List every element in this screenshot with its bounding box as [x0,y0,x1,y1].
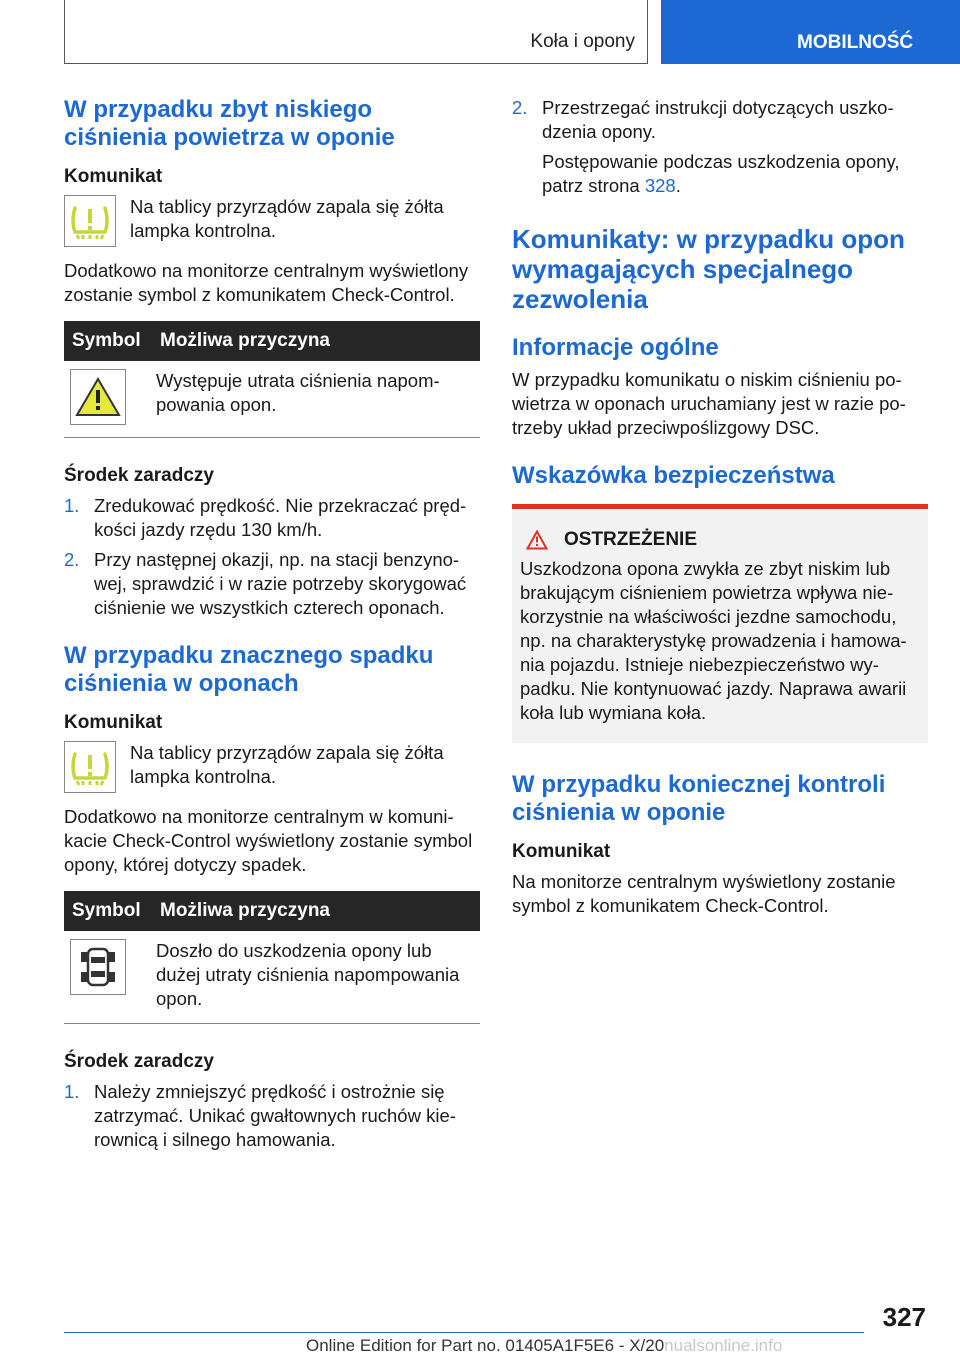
komunikat-heading: Komunikat [64,712,163,733]
step-text: Przy następnej okazji, np. na stacji benzynowej, sprawdzić i w razie potrzeby skorygować ciśnienie we wszystkich czterech oponach. [94,549,467,618]
chapter-label: MOBILNOŚĆ [797,32,914,53]
step-extra-suffix: . [675,175,681,196]
remedy-steps [64,1080,480,1152]
step-text: Zredukować prędkość. Nie przekraczać prędkości jazdy rzędu 130 km/h. [94,495,467,540]
step-number: 1. [64,495,80,516]
control-title: W przypadku koniecznej kontroli ciśnienia w oponie [512,771,886,826]
step-text: Należy zmniejszyć prędkość i ostrożnie się zatrzymać. Unikać gwałtownych ruchów kierownicą i silnego hamowania. [94,1081,456,1150]
step-extra-text [512,150,928,198]
general-info-title: Informacje ogólne [512,334,719,361]
right-column [512,96,928,918]
message-block [64,741,480,793]
table-row [64,931,480,1024]
remedy-heading: Środek zaradczy [64,1051,214,1072]
step-number: 2. [512,97,528,118]
step-number: 2. [64,549,80,570]
list-item [64,1080,480,1152]
remedy-steps-continued [512,96,928,144]
lamp-text: Na tablicy przyrządów zapala się żółta lampka kontrolna. [130,196,444,241]
control-text: Na monitorze centralnym wyświetlony zostanie symbol z komunikatem Check-Control. [512,871,896,916]
section-title: Koła i opony [530,31,635,52]
edition-text: Online Edition for Part no. 01405A1F5E6 - X/20 [306,1336,665,1355]
general-info-text: W przypadku komunikatu o niskim ciśnieniu powietrza w oponach uruchamiany jest w razie potrzeby układ przeciwpoślizgowy DSC. [512,369,906,438]
list-item [64,494,480,542]
section-title-major-drop: W przypadku znacznego spadku ciśnienia w oponach [64,642,434,697]
warning-box [512,504,928,743]
step-text: Przestrzegać instrukcji dotyczących uszkodzenia opony. [542,97,894,142]
warning-text: Uszkodzona opona zwykła ze zbyt niskim lub brakującym ciśnieniem powietrza wpływa niekorzystnie na właściwości jezdne samochodu, np. na charakterystykę prowadzenia i hamowania pojazdu. Istnieje niebezpieczeństwo wypadku. Nie kontynuować jazdy. Naprawa awarii koła lub wymiana koła. [520,558,907,723]
left-column [64,96,480,1152]
table-header-cause: Możliwa przyczyna [156,891,480,931]
warning-triangle-icon [70,369,126,425]
header-section-box [64,0,648,64]
tire-pressure-warning-icon [64,195,116,247]
warning-label: OSTRZEŻENIE [564,529,698,550]
footer-text [306,1336,782,1356]
footer-divider [64,1332,864,1333]
chapter-tab[interactable] [661,0,960,64]
hazard-triangle-icon [526,530,548,550]
page-link[interactable]: 328 [644,175,676,196]
komunikat-heading: Komunikat [64,166,163,187]
site-watermark: nualsonline.info [664,1336,783,1355]
info-text: Dodatkowo na monitorze centralnym w komunikacie Check-Control wyświetlony zostanie symbol opony, której dotyczy spadek. [64,806,473,875]
page-number: 327 [882,1302,926,1332]
step-number: 1. [64,1081,80,1102]
table-header-cause: Możliwa przyczyna [156,321,480,361]
remedy-heading: Środek zaradczy [64,465,214,486]
table-row [64,361,480,438]
info-text: Dodatkowo na monitorze centralnym wyświetlony zostanie symbol z komunikatem Check-Control. [64,260,469,305]
lamp-text: Na tablicy przyrządów zapala się żółta lampka kontrolna. [130,742,444,787]
list-item [512,96,928,144]
car-tire-top-view-icon [70,939,126,995]
section-title-special-tires: Komunikaty: w przypadku opon wymagających specjalnego zezwolenia [512,224,905,314]
step-extra-prefix: Postępowanie podczas uszkodzenia opony, patrz strona [542,151,900,196]
safety-title: Wskazówka bezpieczeństwa [512,462,835,489]
remedy-steps [64,494,480,620]
table-header-symbol: Symbol [64,321,156,361]
symbol-table [64,891,480,1024]
table-header-symbol: Symbol [64,891,156,931]
table-cause: Występuje utrata ciśnienia napompowania opon. [156,361,480,438]
list-item [64,548,480,620]
tire-pressure-warning-icon [64,741,116,793]
table-cause: Doszło do uszkodzenia opony lub dużej utraty ciśnienia napompowania opon. [156,931,480,1024]
warning-heading [520,529,920,551]
komunikat-heading: Komunikat [512,841,611,862]
symbol-table [64,321,480,438]
message-block [64,195,480,247]
section-title-low-pressure: W przypadku zbyt niskiego ciśnienia powietrza w oponie [64,96,395,151]
